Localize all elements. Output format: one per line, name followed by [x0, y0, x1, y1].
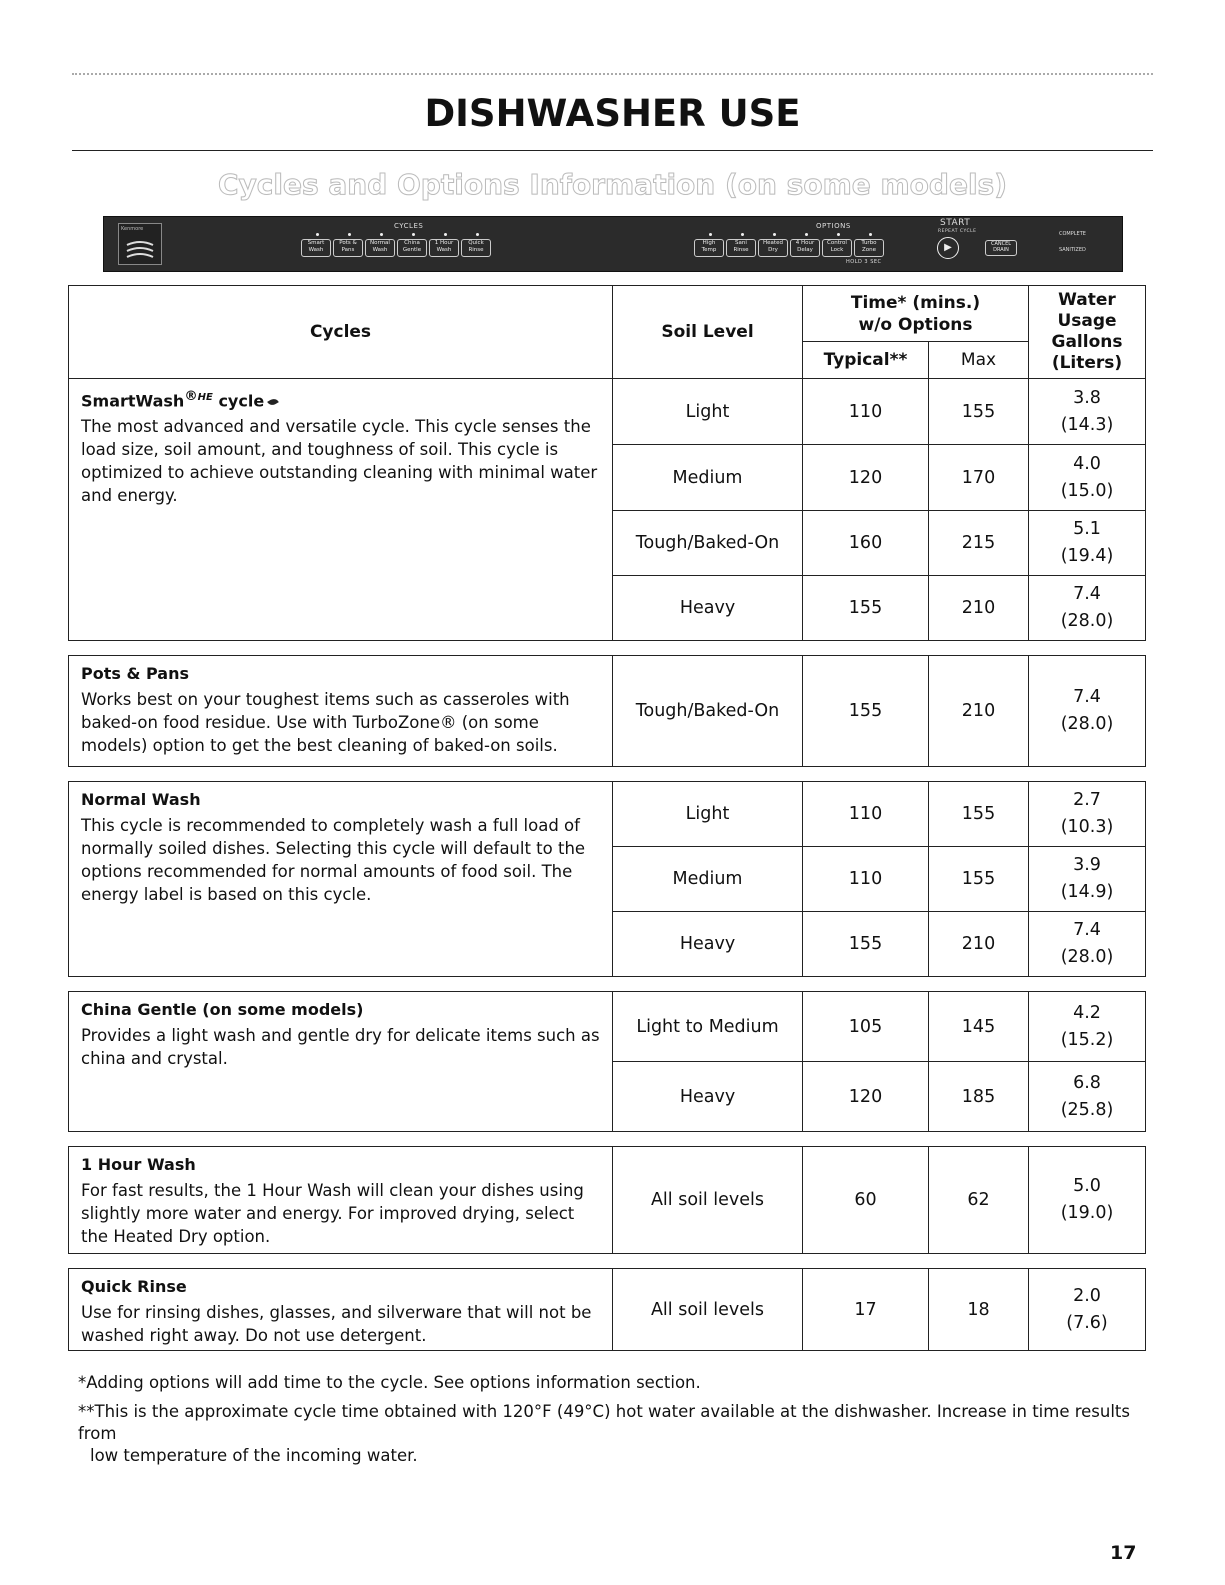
sanitized-indicator: SANITIZED — [1059, 247, 1086, 253]
panel-option-button: Turbo Zone — [854, 239, 884, 257]
max-time: 155 — [929, 379, 1029, 445]
typical-time: 155 — [803, 912, 929, 977]
gallons: 7.4 — [1073, 584, 1101, 604]
group-gap — [69, 1254, 1146, 1269]
soil-level: Heavy — [613, 576, 803, 641]
indicator-dot — [380, 233, 383, 236]
typical-time: 17 — [803, 1269, 929, 1351]
cycles-table — [68, 285, 1146, 1351]
cycle-description: The most advanced and versatile cycle. This cycle senses the load size, soil amount, and toughness of soil. This cycle is optimized to achieve outstanding cleaning with minimal water and energy. — [81, 417, 598, 506]
cycle-name: 1 Hour Wash — [81, 1155, 196, 1174]
soil-level: All soil levels — [613, 1269, 803, 1351]
cycle-name: Pots & Pans — [81, 664, 189, 683]
group-gap — [69, 767, 1146, 782]
option-buttons — [694, 239, 884, 257]
liters: (14.9) — [1060, 882, 1114, 902]
liters: (28.0) — [1060, 611, 1114, 631]
liters: (19.4) — [1060, 546, 1114, 566]
brand-logo — [118, 223, 162, 265]
cycle-cell — [69, 1147, 613, 1254]
table-row — [69, 992, 1146, 1062]
header-water — [1029, 286, 1146, 379]
title-underline — [72, 150, 1153, 151]
header-max: Max — [929, 342, 1029, 379]
panel-cycle-button: Pots & Pans — [333, 239, 363, 257]
panel-cycle-button: Smart Wash — [301, 239, 331, 257]
cycles-label: CYCLES — [394, 222, 424, 230]
water-usage — [1029, 1147, 1146, 1254]
lock-hint: HOLD 3 SEC — [846, 259, 882, 265]
max-time: 210 — [929, 912, 1029, 977]
indicator-dot — [412, 233, 415, 236]
max-time: 62 — [929, 1147, 1029, 1254]
panel-option-button: Sani Rinse — [726, 239, 756, 257]
indicator-dot — [709, 233, 712, 236]
footnote-cycle-time — [78, 1401, 1148, 1467]
max-time: 215 — [929, 511, 1029, 576]
brand-name: Kenmore — [121, 226, 144, 232]
gallons: 5.1 — [1073, 519, 1101, 539]
indicator-dot — [837, 233, 840, 236]
section-title: Cycles and Options Information (on some models) — [217, 168, 1008, 201]
header-cycles: Cycles — [69, 286, 613, 379]
cycle-description: Use for rinsing dishes, glasses, and silverware that will not be washed right away. Do not use detergent. — [81, 1303, 592, 1345]
gallons: 5.0 — [1073, 1176, 1101, 1196]
water-usage — [1029, 379, 1146, 445]
typical-time: 120 — [803, 445, 929, 511]
header-water-line: Gallons — [1051, 332, 1123, 352]
liters: (28.0) — [1060, 714, 1114, 734]
panel-option-button: 4 Hour Delay — [790, 239, 820, 257]
footnote-cycle-time-line1: **This is the approximate cycle time obtained with 120°F (49°C) hot water available at the dishwasher. Increase in time results from — [78, 1402, 1130, 1443]
gallons: 2.0 — [1073, 1285, 1101, 1306]
cycle-name: Quick Rinse — [81, 1277, 187, 1296]
start-sub-label: REPEAT CYCLE — [938, 229, 977, 234]
gallons: 3.9 — [1073, 855, 1101, 875]
start-play-icon: ▶ — [937, 237, 959, 259]
cycle-cell — [69, 379, 613, 641]
table-row — [69, 379, 1146, 445]
gallons: 4.2 — [1073, 1002, 1101, 1023]
panel-option-button: Control Lock — [822, 239, 852, 257]
table-row — [69, 782, 1146, 847]
typical-time: 105 — [803, 992, 929, 1062]
gallons: 4.0 — [1073, 453, 1101, 474]
cycle-name — [81, 387, 600, 411]
header-time — [803, 286, 1029, 342]
max-time: 185 — [929, 1062, 1029, 1132]
header-time-label: Time* (mins.) — [850, 292, 981, 313]
panel-cancel-button: CANCEL DRAIN — [985, 240, 1017, 256]
max-time: 155 — [929, 782, 1029, 847]
page-title: DISHWASHER USE — [424, 92, 801, 135]
soil-level: Light — [613, 379, 803, 445]
soil-level: Medium — [613, 847, 803, 912]
max-time: 155 — [929, 847, 1029, 912]
soil-level: Heavy — [613, 1062, 803, 1132]
indicator-dot — [348, 233, 351, 236]
indicator-dot — [869, 233, 872, 236]
cycle-description: For fast results, the 1 Hour Wash will clean your dishes using slightly more water and energy. For improved drying, select the Heated Dry option. — [81, 1181, 584, 1246]
liters: (10.3) — [1060, 817, 1114, 837]
water-usage — [1029, 511, 1146, 576]
soil-level: Heavy — [613, 912, 803, 977]
liters: (15.2) — [1060, 1029, 1114, 1050]
cycle-description: Provides a light wash and gentle dry for delicate items such as china and crystal. — [81, 1026, 600, 1068]
water-usage — [1029, 1062, 1146, 1132]
liters: (14.3) — [1060, 414, 1114, 435]
gallons: 6.8 — [1073, 1072, 1101, 1093]
max-time: 210 — [929, 656, 1029, 767]
cycle-description: This cycle is recommended to completely wash a full load of normally soiled dishes. Selecting this cycle will default to the options recommended for normal amounts of food soil. The energy label is based on this cycle. — [81, 816, 586, 904]
typical-time: 110 — [803, 847, 929, 912]
max-time: 170 — [929, 445, 1029, 511]
complete-indicator: COMPLETE — [1059, 231, 1086, 237]
footnote-options: *Adding options will add time to the cycle. See options information section. — [78, 1373, 701, 1392]
brand-mark-icon — [125, 240, 155, 258]
gallons: 3.8 — [1073, 387, 1101, 408]
soil-level: All soil levels — [613, 1147, 803, 1254]
leaf-icon — [267, 397, 279, 407]
start-label: START — [940, 218, 971, 228]
cycle-buttons — [301, 239, 491, 257]
gallons: 2.7 — [1073, 790, 1101, 810]
panel-cycle-button: 1 Hour Wash — [429, 239, 459, 257]
cycle-cell — [69, 1269, 613, 1351]
soil-level: Light to Medium — [613, 992, 803, 1062]
typical-time: 155 — [803, 656, 929, 767]
soil-level: Tough/Baked-On — [613, 656, 803, 767]
liters: (25.8) — [1060, 1099, 1114, 1120]
cycle-description: Works best on your toughest items such as casseroles with baked-on food residue. Use with TurboZone® (on some models) option to get the best cleaning of baked-on soils. — [81, 690, 570, 755]
panel-option-button: Heated Dry — [758, 239, 788, 257]
indicator-dot — [805, 233, 808, 236]
gallons: 7.4 — [1073, 687, 1101, 707]
cycle-name-text: SmartWash — [81, 391, 185, 411]
control-panel-image — [103, 216, 1123, 272]
table-row — [69, 1147, 1146, 1254]
footnote-cycle-time-line2: low temperature of the incoming water. — [90, 1446, 418, 1465]
header-time-sub: w/o Options — [858, 314, 973, 335]
page-number: 17 — [1110, 1542, 1137, 1564]
group-gap — [69, 1132, 1146, 1147]
water-usage — [1029, 445, 1146, 511]
header-typical: Typical** — [803, 342, 929, 379]
indicator-dot — [444, 233, 447, 236]
indicator-dot — [476, 233, 479, 236]
header-soil-level: Soil Level — [613, 286, 803, 379]
max-time: 145 — [929, 992, 1029, 1062]
registered-mark: ® — [184, 389, 198, 404]
typical-time: 110 — [803, 379, 929, 445]
cycle-cell — [69, 656, 613, 767]
soil-level: Medium — [613, 445, 803, 511]
cycle-cell — [69, 782, 613, 977]
he-superscript: HE — [197, 392, 213, 403]
soil-level: Tough/Baked-On — [613, 511, 803, 576]
gallons: 7.4 — [1073, 920, 1101, 940]
cycle-name: Normal Wash — [81, 790, 201, 809]
typical-time: 160 — [803, 511, 929, 576]
panel-cycle-button: Quick Rinse — [461, 239, 491, 257]
water-usage — [1029, 992, 1146, 1062]
liters: (28.0) — [1060, 947, 1114, 967]
typical-time: 60 — [803, 1147, 929, 1254]
options-label: OPTIONS — [816, 222, 851, 230]
table-row — [69, 1269, 1146, 1351]
liters: (19.0) — [1060, 1203, 1114, 1223]
indicator-dot — [741, 233, 744, 236]
panel-cycle-button: Normal Wash — [365, 239, 395, 257]
group-gap — [69, 641, 1146, 656]
indicator-dot — [316, 233, 319, 236]
table-row — [69, 656, 1146, 767]
typical-time: 110 — [803, 782, 929, 847]
max-time: 210 — [929, 576, 1029, 641]
top-dotted-rule — [72, 73, 1153, 75]
water-usage — [1029, 912, 1146, 977]
water-usage — [1029, 656, 1146, 767]
typical-time: 120 — [803, 1062, 929, 1132]
water-usage — [1029, 1269, 1146, 1351]
cycle-name: China Gentle (on some models) — [81, 1000, 364, 1019]
panel-option-button: High Temp — [694, 239, 724, 257]
header-water-line: Water — [1058, 290, 1116, 310]
cycle-cell — [69, 992, 613, 1132]
group-gap — [69, 977, 1146, 992]
water-usage — [1029, 782, 1146, 847]
cycle-name-suffix: cycle — [218, 391, 265, 411]
panel-cycle-button: China Gentle — [397, 239, 427, 257]
max-time: 18 — [929, 1269, 1029, 1351]
water-usage — [1029, 576, 1146, 641]
header-water-line: (Liters) — [1051, 353, 1123, 373]
liters: (7.6) — [1066, 1312, 1108, 1333]
indicator-dot — [773, 233, 776, 236]
header-water-line: Usage — [1057, 311, 1117, 331]
typical-time: 155 — [803, 576, 929, 641]
liters: (15.0) — [1060, 480, 1114, 501]
soil-level: Light — [613, 782, 803, 847]
water-usage — [1029, 847, 1146, 912]
